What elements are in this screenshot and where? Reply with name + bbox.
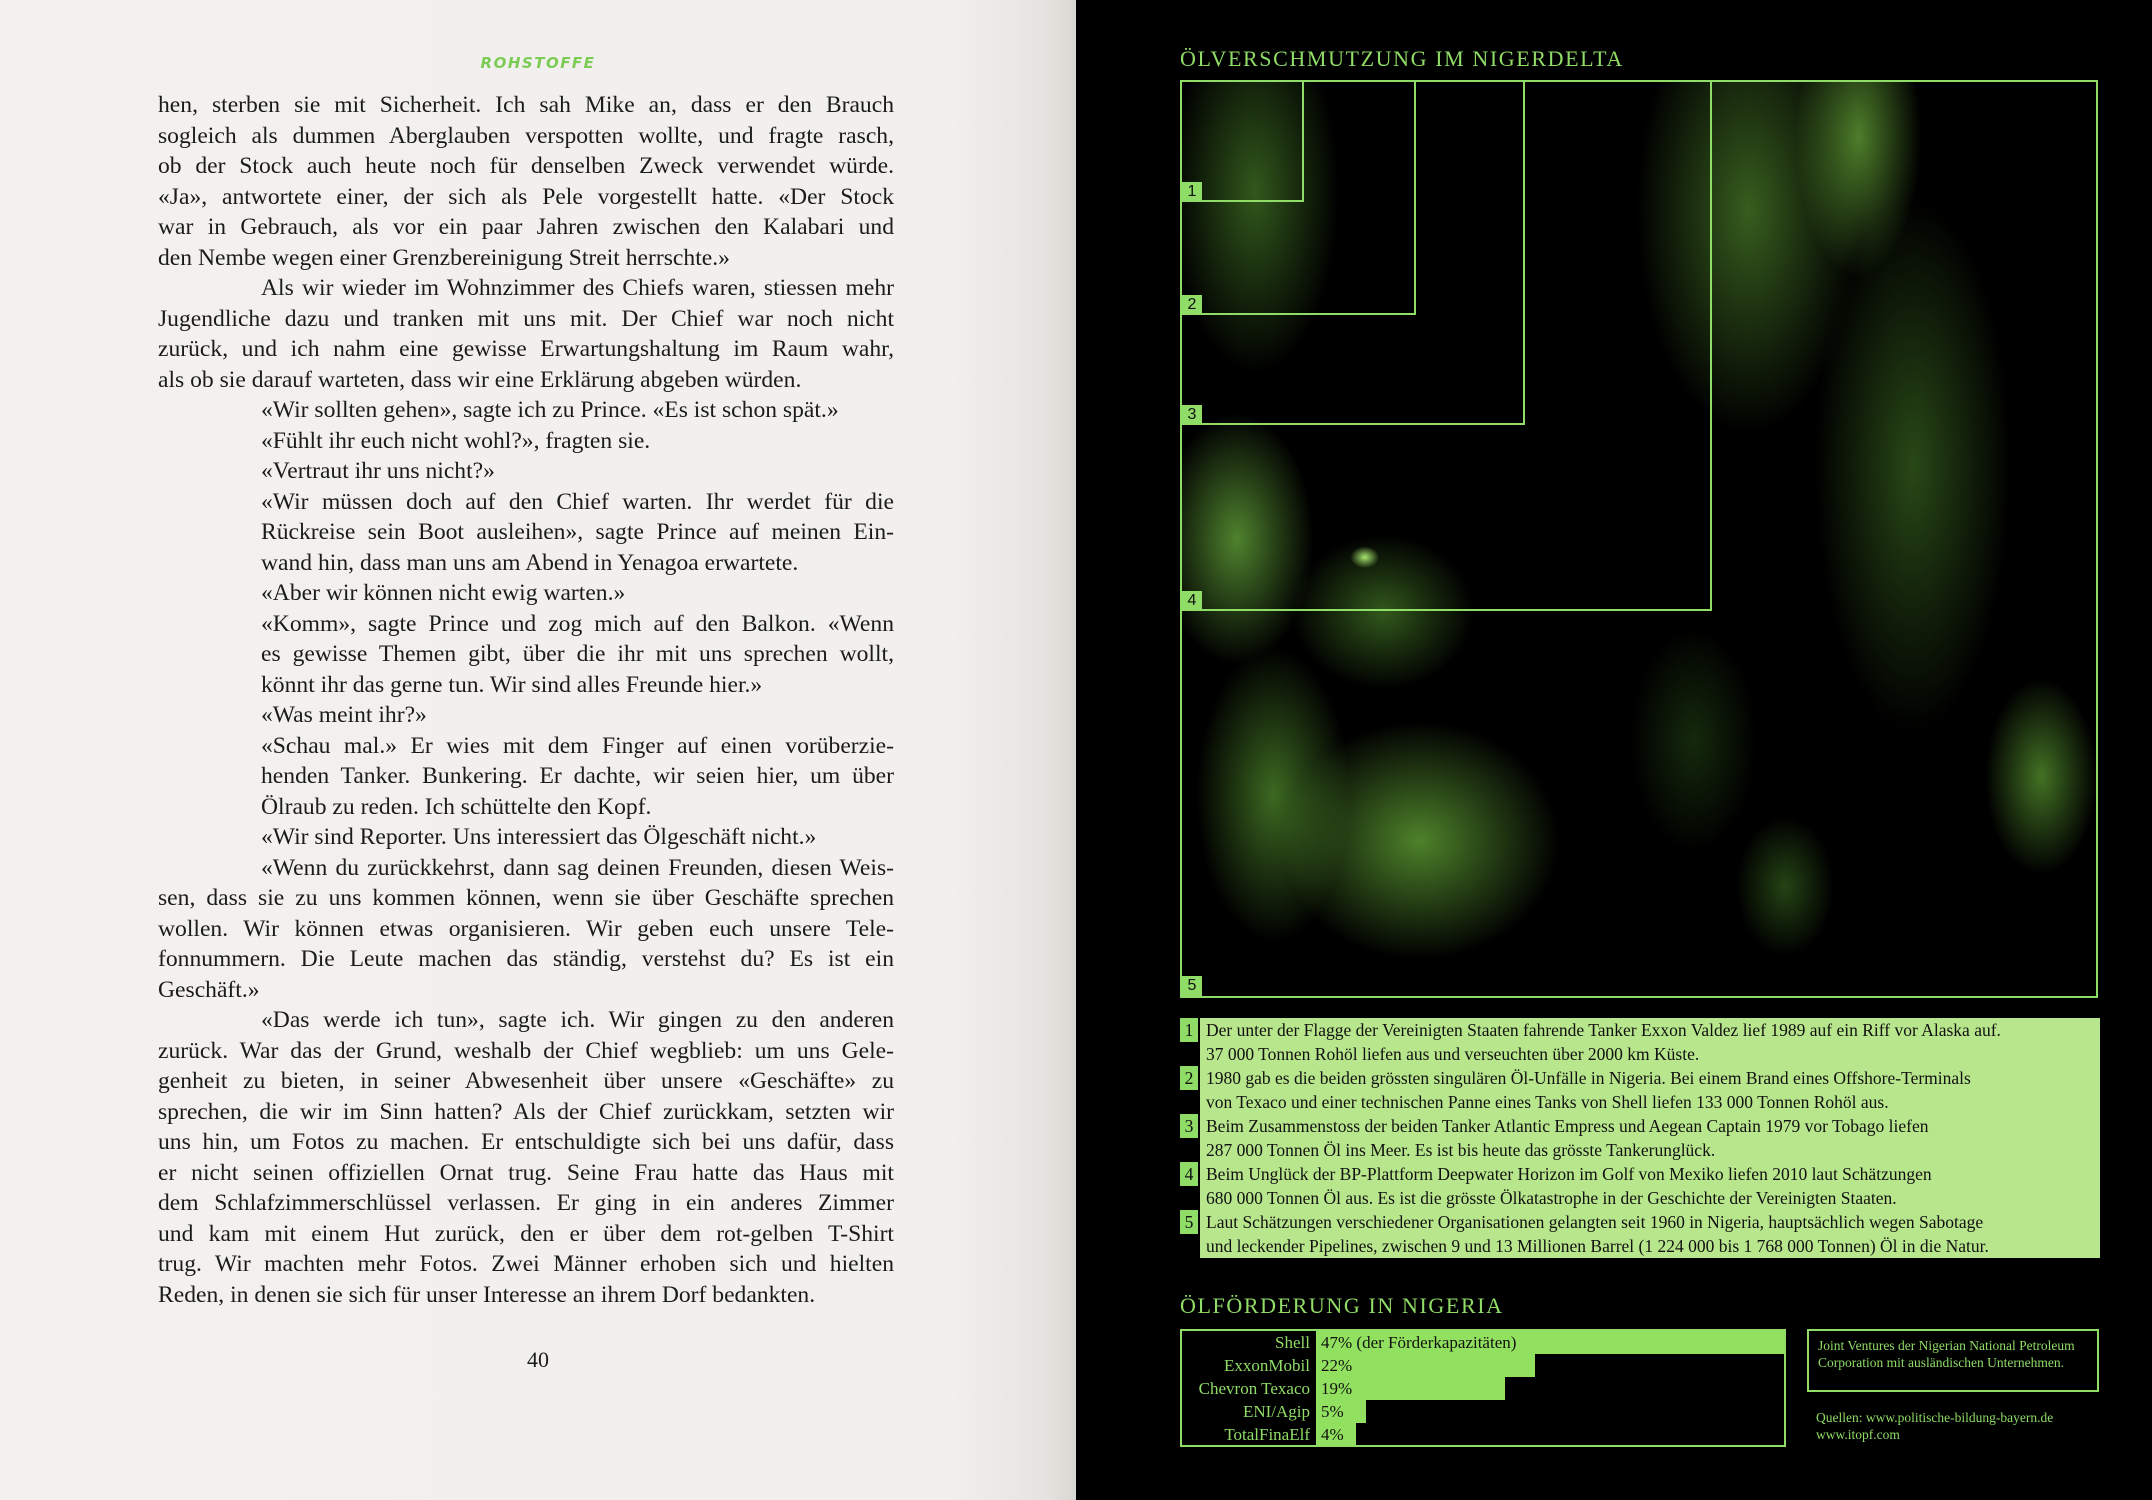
caption-text: und leckender Pipelines, zwischen 9 und 13 Millionen Barrel (1 224 000 bis 1 768 000 Tonnen) Öl in die Natur.	[1200, 1234, 2100, 1258]
bar-value-label: 47% (der Förderkapazitäten)	[1321, 1333, 1517, 1352]
caption-number-badge: 2	[1180, 1066, 1198, 1090]
oil-pollution-photo	[1180, 80, 2098, 998]
caption-text: Der unter der Flagge der Vereinigten Staaten fahrende Tanker Exxon Valdez lief 1989 auf ein Riff vor Alaska auf.	[1200, 1018, 2100, 1042]
bar-row	[1182, 1423, 1784, 1446]
text-line: ob der Stock auch heute noch für denselben Zweck verwendet würde.	[158, 153, 894, 179]
running-head: ROHSTOFFE	[480, 54, 596, 72]
caption-text: 1980 gab es die beiden grössten singulären Öl-Unfälle in Nigeria. Bei einem Brand eines Offshore-Terminals	[1200, 1066, 2100, 1090]
text-line: «Wir sind Reporter. Uns interessiert das Ölgeschäft nicht.»	[261, 824, 817, 850]
caption-line	[1180, 1090, 2100, 1114]
bar-row	[1182, 1377, 1784, 1400]
caption-number	[1180, 1114, 1200, 1138]
caption-number	[1180, 1234, 1200, 1258]
text-line: «Fühlt ihr euch nicht wohl?», fragten sie.	[261, 427, 651, 454]
caption-number	[1180, 1018, 1200, 1042]
text-line: Rückreise sein Boot ausleihen», sagte Prince auf meinen Ein-	[261, 519, 894, 545]
caption-number	[1180, 1042, 1200, 1066]
bar-category-label: Shell	[1275, 1333, 1310, 1352]
text-line: sen, dass sie zu uns kommen können, wenn sie über Geschäfte sprechen	[158, 885, 894, 911]
caption-number	[1180, 1138, 1200, 1162]
text-line: den Nembe wegen einer Grenzbereinigung Streit herrschte.»	[158, 244, 730, 271]
bar-row	[1182, 1354, 1784, 1377]
text-line: «Wenn du zurückkehrst, dann sag deinen Freunden, diesen Weis-	[261, 854, 894, 881]
caption-number	[1180, 1186, 1200, 1210]
caption-number-badge: 3	[1180, 1114, 1198, 1138]
box-label-1: 1	[1182, 182, 1202, 202]
pollution-title: ÖLVERSCHMUTZUNG IM NIGERDELTA	[1180, 46, 1624, 71]
box-label-5: 5	[1182, 976, 1202, 996]
box-label-2: 2	[1182, 295, 1202, 315]
caption-line	[1180, 1042, 2100, 1066]
text-line: uns hin, um Fotos zu machen. Er entschuldigte sich bei uns dafür, dass	[158, 1129, 894, 1155]
text-line: «Ja», antwortete einer, der sich als Pele vorgestellt hatte. «Der Stock	[158, 183, 894, 210]
bar-value-label: 22%	[1321, 1356, 1353, 1375]
caption-line	[1180, 1018, 2100, 1042]
text-line: wollen. Wir können etwas organisieren. Wir geben euch unsere Tele-	[158, 915, 894, 942]
caption-text: Beim Zusammenstoss der beiden Tanker Atlantic Empress und Aegean Captain 1979 vor Tobago liefen	[1200, 1114, 2100, 1138]
text-line: «Was meint ihr?»	[261, 702, 427, 728]
text-line: genheit zu bieten, in seiner Abwesenheit über unsere «Geschäfte» zu	[158, 1068, 894, 1094]
text-line: war in Gebrauch, als vor ein paar Jahren zwischen den Kalabari und	[158, 214, 894, 240]
text-line: «Schau mal.» Er wies mit dem Finger auf einen vorüberzie-	[261, 732, 894, 759]
caption-text: 37 000 Tonnen Rohöl liefen aus und verseuchten über 2000 km Küste.	[1200, 1042, 2100, 1066]
bar-value-label: 19%	[1321, 1379, 1353, 1398]
caption-line	[1180, 1114, 2100, 1138]
text-line: Geschäft.»	[158, 976, 260, 1003]
text-line: Ölraub zu reden. Ich schüttelte den Kopf.	[261, 793, 652, 820]
production-title: ÖLFÖRDERUNG IN NIGERIA	[1180, 1293, 1504, 1318]
caption-line	[1180, 1138, 2100, 1162]
text-line: trug. Wir machten mehr Fotos. Zwei Männer erhoben sich und hielten	[158, 1251, 894, 1277]
text-line: wand hin, dass man uns am Abend in Yenagoa erwartete.	[261, 549, 799, 576]
production-bar-chart	[1180, 1329, 1786, 1447]
text-line: «Komm», sagte Prince und zog mich auf den Balkon. «Wenn	[261, 610, 894, 637]
caption-line	[1180, 1210, 2100, 1234]
text-line: als ob sie darauf warteten, dass wir eine Erklärung abgeben würden.	[158, 366, 802, 393]
caption-line	[1180, 1186, 2100, 1210]
caption-number	[1180, 1066, 1200, 1090]
text-line: Reden, in denen sie sich für unser Interesse an ihrem Dorf bedankten.	[158, 1281, 816, 1308]
caption-list	[1180, 1018, 2100, 1258]
zoom-box-4	[1180, 80, 1712, 611]
source-line: www.itopf.com	[1816, 1427, 1900, 1442]
caption-line	[1180, 1234, 2100, 1258]
caption-number	[1180, 1210, 1200, 1234]
text-line: Jugendliche dazu und tranken mit uns mit. Der Chief war noch nicht	[158, 305, 894, 332]
bar-value-label: 5%	[1321, 1402, 1344, 1421]
box-label-3: 3	[1182, 405, 1202, 425]
text-line: «Wir müssen doch auf den Chief warten. Ihr werdet für die	[261, 488, 894, 515]
caption-line	[1180, 1162, 2100, 1186]
bar-value-label: 4%	[1321, 1425, 1344, 1444]
text-line: «Wir sollten gehen», sagte ich zu Prince. «Es ist schon spät.»	[261, 397, 839, 423]
text-line: zurück. War das der Grund, weshalb der Chief wegblieb: um uns Gele-	[158, 1037, 894, 1064]
sources	[1816, 1409, 2116, 1443]
source-line: Quellen: www.politische-bildung-bayern.de	[1816, 1410, 2054, 1425]
text-line: «Aber wir können nicht ewig warten.»	[261, 580, 626, 606]
text-line: sogleich als dummen Aberglauben verspotten wollte, und fragte rasch,	[158, 122, 894, 149]
caption-number-badge: 5	[1180, 1210, 1198, 1234]
text-line: hen, sterben sie mit Sicherheit. Ich sah Mike an, dass er den Brauch	[158, 92, 894, 118]
caption-text: von Texaco und einer technischen Panne eines Tanks von Shell liefen 133 000 Tonnen Rohöl aus.	[1200, 1090, 2100, 1114]
page-number: 40	[527, 1347, 549, 1372]
caption-number-badge: 1	[1180, 1018, 1198, 1042]
caption-number	[1180, 1090, 1200, 1114]
text-line: sprechen, die wir im Sinn hatten? Als der Chief zurückkam, setzten wir	[158, 1098, 894, 1125]
text-line: es gewisse Themen gibt, über die ihr mit uns sprechen wollt,	[261, 641, 894, 667]
bar-category-label: TotalFinaElf	[1224, 1425, 1310, 1444]
text-line: könnt ihr das gerne tun. Wir sind alles Freunde hier.»	[261, 671, 763, 698]
caption-line	[1180, 1066, 2100, 1090]
bar-row	[1182, 1331, 1784, 1354]
text-line: er nicht seinen offiziellen Ornat trug. Seine Frau hatte das Haus mit	[158, 1159, 894, 1186]
box-label-4: 4	[1182, 591, 1202, 611]
text-line: Als wir wieder im Wohnzimmer des Chiefs waren, stiessen mehr	[261, 275, 894, 301]
text-line: und kam mit einem Hut zurück, den er über dem rot-gelben T-Shirt	[158, 1220, 894, 1247]
joint-venture-note: Joint Ventures der Nigerian National Petroleum Corporation mit ausländischen Unternehmen.	[1807, 1329, 2099, 1392]
text-line: fonnummern. Die Leute machen das ständig, verstehst du? Es ist ein	[158, 946, 894, 972]
text-line: «Das werde ich tun», sagte ich. Wir gingen zu den anderen	[261, 1007, 894, 1033]
bar-category-label: ExxonMobil	[1224, 1356, 1310, 1375]
caption-text: 287 000 Tonnen Öl ins Meer. Es ist bis heute das grösste Tankerunglück.	[1200, 1138, 2100, 1162]
caption-number	[1180, 1162, 1200, 1186]
caption-text: Beim Unglück der BP-Plattform Deepwater Horizon im Golf von Mexiko liefen 2010 laut Schätzungen	[1200, 1162, 2100, 1186]
caption-text: Laut Schätzungen verschiedener Organisationen gelangten seit 1960 in Nigeria, hauptsächlich wegen Sabotage	[1200, 1210, 2100, 1234]
right-page	[1076, 0, 2152, 1500]
body-text	[158, 90, 894, 1310]
caption-text: 680 000 Tonnen Öl aus. Es ist die grösste Ölkatastrophe in der Geschichte der Vereinigten Staaten.	[1200, 1186, 2100, 1210]
caption-number-badge: 4	[1180, 1162, 1198, 1186]
text-line: zurück, und ich nahm eine gewisse Erwartungshaltung im Raum wahr,	[158, 336, 894, 362]
text-line: dem Schlafzimmerschlüssel verlassen. Er ging in ein anderes Zimmer	[158, 1190, 894, 1216]
bar-row	[1182, 1400, 1784, 1423]
bar-category-label: Chevron Texaco	[1198, 1379, 1310, 1398]
text-line: henden Tanker. Bunkering. Er dachte, wir seien hier, um über	[261, 763, 894, 789]
text-line: «Vertraut ihr uns nicht?»	[261, 458, 495, 484]
bar-category-label: ENI/Agip	[1242, 1402, 1310, 1421]
